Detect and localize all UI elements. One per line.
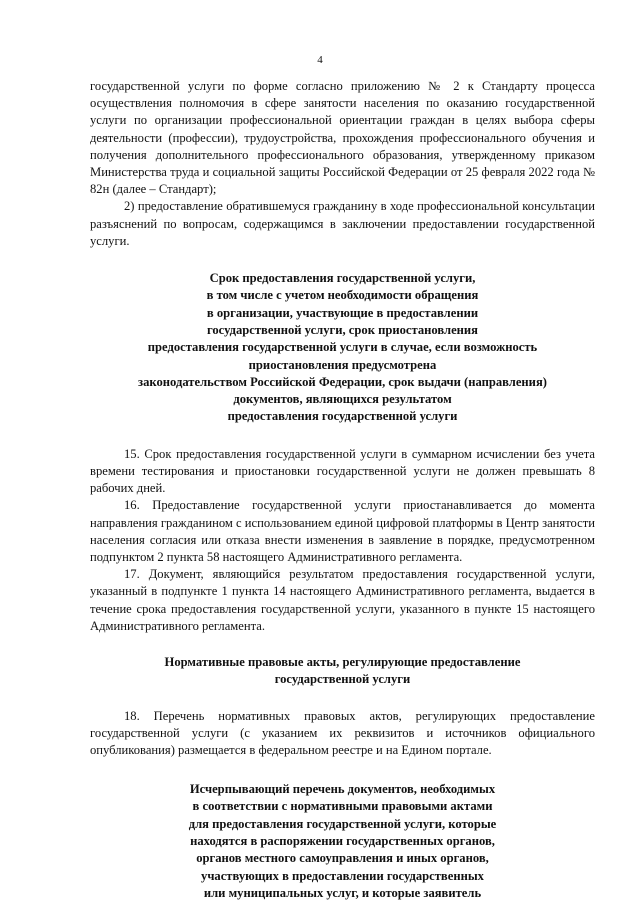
intro-paragraph: государственной услуги по форме согласно приложению № 2 к Стандарту процесса осуществления полномочия в сфере занятости населения по оказанию государственной услуги по организации профессиональной ориентации граждан в целях выбора сферы деятельности (профессии), трудоустройства, прохождения профессионального обучения и получения дополнительного профессионального образования, утвержденному приказом Министерства труда и социальной защиты Российской Федерации от 25 февраля 2022 года № 82н (далее – Стандарт); — [90, 79, 595, 197]
heading-line: государственной услуги, срок приостановления — [206, 322, 478, 337]
heading-line: органов местного самоуправления и иных органов, — [196, 851, 489, 866]
heading-line: в том числе с учетом необходимости обращения — [206, 288, 479, 303]
heading-line: Срок предоставления государственной услуги, — [209, 271, 476, 286]
heading-line: участвующих в предоставлении государственных — [201, 868, 484, 883]
document-body — [90, 78, 595, 902]
heading-line: для предоставления государственной услуги, которые — [188, 816, 497, 831]
heading-line: или муниципальных услуг, и которые заявитель — [203, 885, 482, 900]
paragraph-16: 16. Предоставление государственной услуги приостанавливается до момента направления гражданином с использованием единой цифровой платформы в Центр занятости населения согласия или отказа внести изменения в заявление в порядке, предусмотренном подпунктом 2 пункта 58 настоящего Административного регламента. — [90, 498, 595, 564]
paragraph-17: 17. Документ, являющийся результатом предоставления государственной услуги, указанный в подпункте 1 пункта 14 настоящего Административного регламента, выдается в течение срока предоставления государственной услуги, указанного в пункте 15 настоящего Административного регламента. — [90, 567, 595, 633]
heading-line: предоставления государственной услуги в случае, если возможность — [147, 340, 538, 355]
heading-line: предоставления государственной услуги — [227, 409, 458, 424]
section-heading-legal-acts — [90, 654, 595, 689]
heading-line: государственной услуги — [274, 672, 411, 687]
page-number: 4 — [317, 54, 323, 66]
heading-line: Исчерпывающий перечень документов, необходимых — [189, 782, 496, 797]
heading-line: в организации, участвующие в предоставлении — [206, 305, 479, 320]
heading-line: приостановления предусмотрена — [248, 357, 437, 372]
section-heading-documents — [90, 781, 595, 902]
heading-line: документов, являющихся результатом — [233, 392, 452, 407]
section-heading-term — [90, 270, 595, 426]
paragraph-18: 18. Перечень нормативных правовых актов, регулирующих предоставление государственной услуги (с указанием их реквизитов и источников официального опубликования) размещается в федеральном реестре и на Едином портале. — [90, 708, 595, 757]
paragraph-15: 15. Срок предоставления государственной услуги в суммарном исчислении без учета времени тестирования и приостановки государственной услуги не должен превышать 8 рабочих дней. — [90, 446, 595, 496]
heading-line: законодательством Российской Федерации, срок выдачи (направления) — [138, 374, 547, 389]
heading-line: Нормативные правовые акты, регулирующие предоставление — [164, 654, 521, 669]
heading-line: в соответствии с нормативными правовыми актами — [192, 799, 493, 814]
list-item-2: 2) предоставление обратившемуся гражданину в ходе профессиональной консультации разъяснений по вопросам, содержащимся в заключении предоставлении государственной услуги. — [90, 199, 595, 248]
heading-line: находятся в распоряжении государственных органов, — [190, 834, 495, 849]
